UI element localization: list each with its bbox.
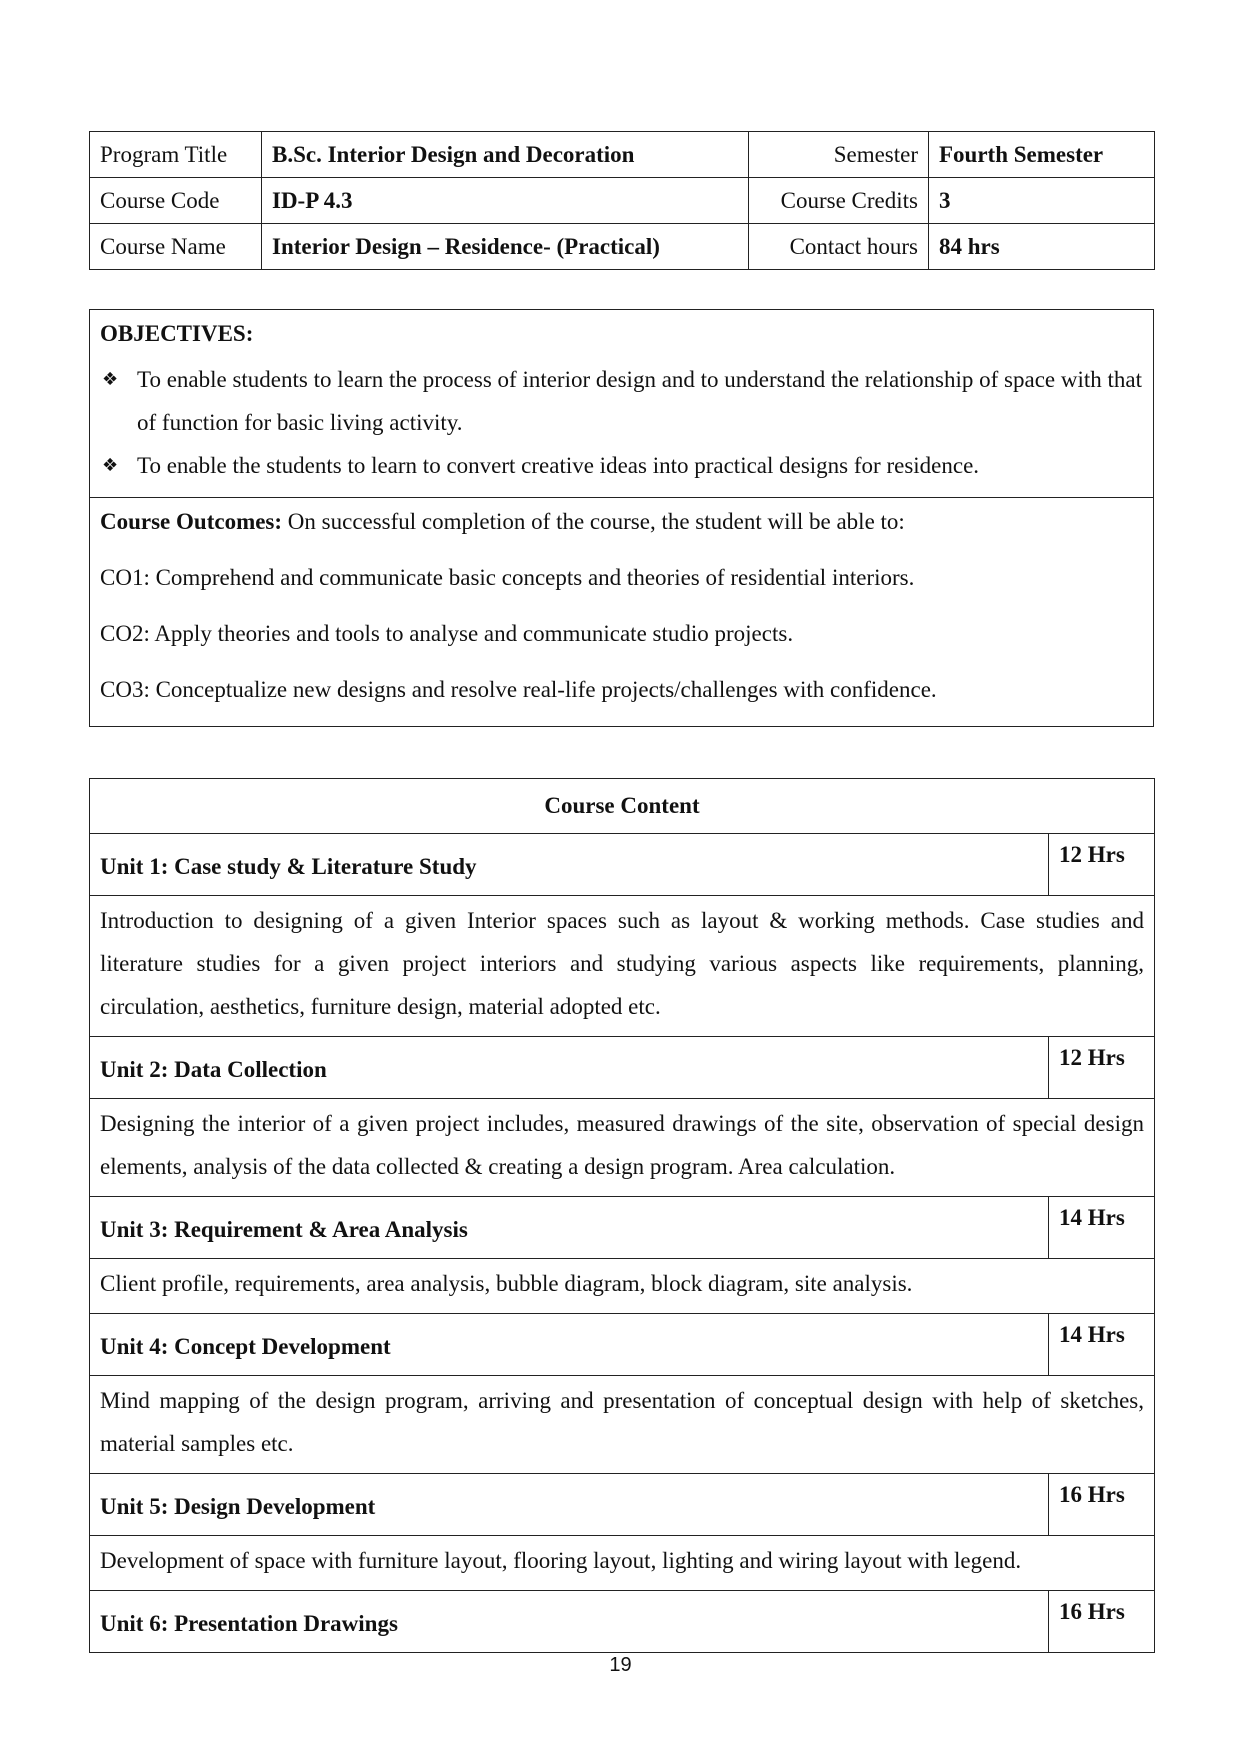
course-name-label: Course Name xyxy=(90,224,262,270)
course-credits-label: Course Credits xyxy=(749,178,929,224)
unit-description: Development of space with furniture layout, flooring layout, lighting and wiring layout with legend. xyxy=(90,1536,1155,1591)
unit-hours: 16 Hrs xyxy=(1049,1591,1155,1653)
unit-title: Unit 6: Presentation Drawings xyxy=(90,1591,1049,1653)
unit-header-row xyxy=(90,1037,1155,1099)
unit-description: Mind mapping of the design program, arriving and presentation of conceptual design with help of sketches, material samples etc. xyxy=(90,1376,1155,1474)
diamond-bullet-icon: ❖ xyxy=(102,455,119,476)
outcomes-cell xyxy=(90,498,1154,727)
course-name-row xyxy=(90,224,1155,270)
outcomes-intro-text: On successful completion of the course, the student will be able to: xyxy=(282,509,905,534)
course-name-value: Interior Design – Residence- (Practical) xyxy=(262,224,749,270)
unit-title: Unit 2: Data Collection xyxy=(90,1037,1049,1099)
unit-title: Unit 4: Concept Development xyxy=(90,1314,1049,1376)
objectives-outcomes-table xyxy=(89,309,1154,727)
unit-hours: 14 Hrs xyxy=(1049,1197,1155,1259)
outcome-item: CO3: Conceptualize new designs and resolve real-life projects/challenges with confidence. xyxy=(100,677,937,702)
course-content-table xyxy=(89,778,1155,1653)
program-title-value: B.Sc. Interior Design and Decoration xyxy=(262,132,749,178)
program-title-label: Program Title xyxy=(90,132,262,178)
course-code-row xyxy=(90,178,1155,224)
unit-header-row xyxy=(90,1197,1155,1259)
unit-hours: 16 Hrs xyxy=(1049,1474,1155,1536)
unit-hours: 12 Hrs xyxy=(1049,834,1155,896)
diamond-bullet-icon: ❖ xyxy=(102,369,119,390)
objective-item xyxy=(100,444,1143,487)
course-credits-value: 3 xyxy=(929,178,1155,224)
course-info-table xyxy=(89,131,1155,270)
unit-title: Unit 5: Design Development xyxy=(90,1474,1049,1536)
outcome-item: CO1: Comprehend and communicate basic concepts and theories of residential interiors. xyxy=(100,565,915,590)
contact-hours-value: 84 hrs xyxy=(929,224,1155,270)
program-row xyxy=(90,132,1155,178)
course-code-value: ID-P 4.3 xyxy=(262,178,749,224)
semester-value: Fourth Semester xyxy=(929,132,1155,178)
unit-hours: 12 Hrs xyxy=(1049,1037,1155,1099)
contact-hours-label: Contact hours xyxy=(749,224,929,270)
unit-hours: 14 Hrs xyxy=(1049,1314,1155,1376)
unit-header-row xyxy=(90,834,1155,896)
unit-description: Client profile, requirements, area analysis, bubble diagram, block diagram, site analysis. xyxy=(90,1259,1155,1314)
outcomes-heading: Course Outcomes: xyxy=(100,509,283,534)
page-number: 19 xyxy=(609,1654,632,1676)
unit-title: Unit 1: Case study & Literature Study xyxy=(90,834,1049,896)
objectives-cell xyxy=(90,310,1154,498)
outcome-item: CO2: Apply theories and tools to analyse and communicate studio projects. xyxy=(100,621,794,646)
unit-header-row xyxy=(90,1474,1155,1536)
unit-description: Introduction to designing of a given Interior spaces such as layout & working methods. Case studies and literature studies for a given project interiors and studying various aspects like requirements, planning, circulation, aesthetics, furniture design, material adopted etc. xyxy=(90,896,1155,1037)
course-content-heading: Course Content xyxy=(90,779,1155,834)
unit-title: Unit 3: Requirement & Area Analysis xyxy=(90,1197,1049,1259)
objectives-heading: OBJECTIVES: xyxy=(100,321,254,346)
objective-item xyxy=(100,358,1143,444)
unit-description: Designing the interior of a given project includes, measured drawings of the site, observation of special design elements, analysis of the data collected & creating a design program. Area calculation. xyxy=(90,1099,1155,1197)
objective-text: To enable students to learn the process of interior design and to understand the relationship of space with that of function for basic living activity. xyxy=(137,367,1143,435)
semester-label: Semester xyxy=(749,132,929,178)
course-code-label: Course Code xyxy=(90,178,262,224)
outcomes-intro xyxy=(100,506,1143,538)
unit-header-row xyxy=(90,1314,1155,1376)
unit-header-row xyxy=(90,1591,1155,1653)
objective-text: To enable the students to learn to convert creative ideas into practical designs for residence. xyxy=(137,453,980,478)
